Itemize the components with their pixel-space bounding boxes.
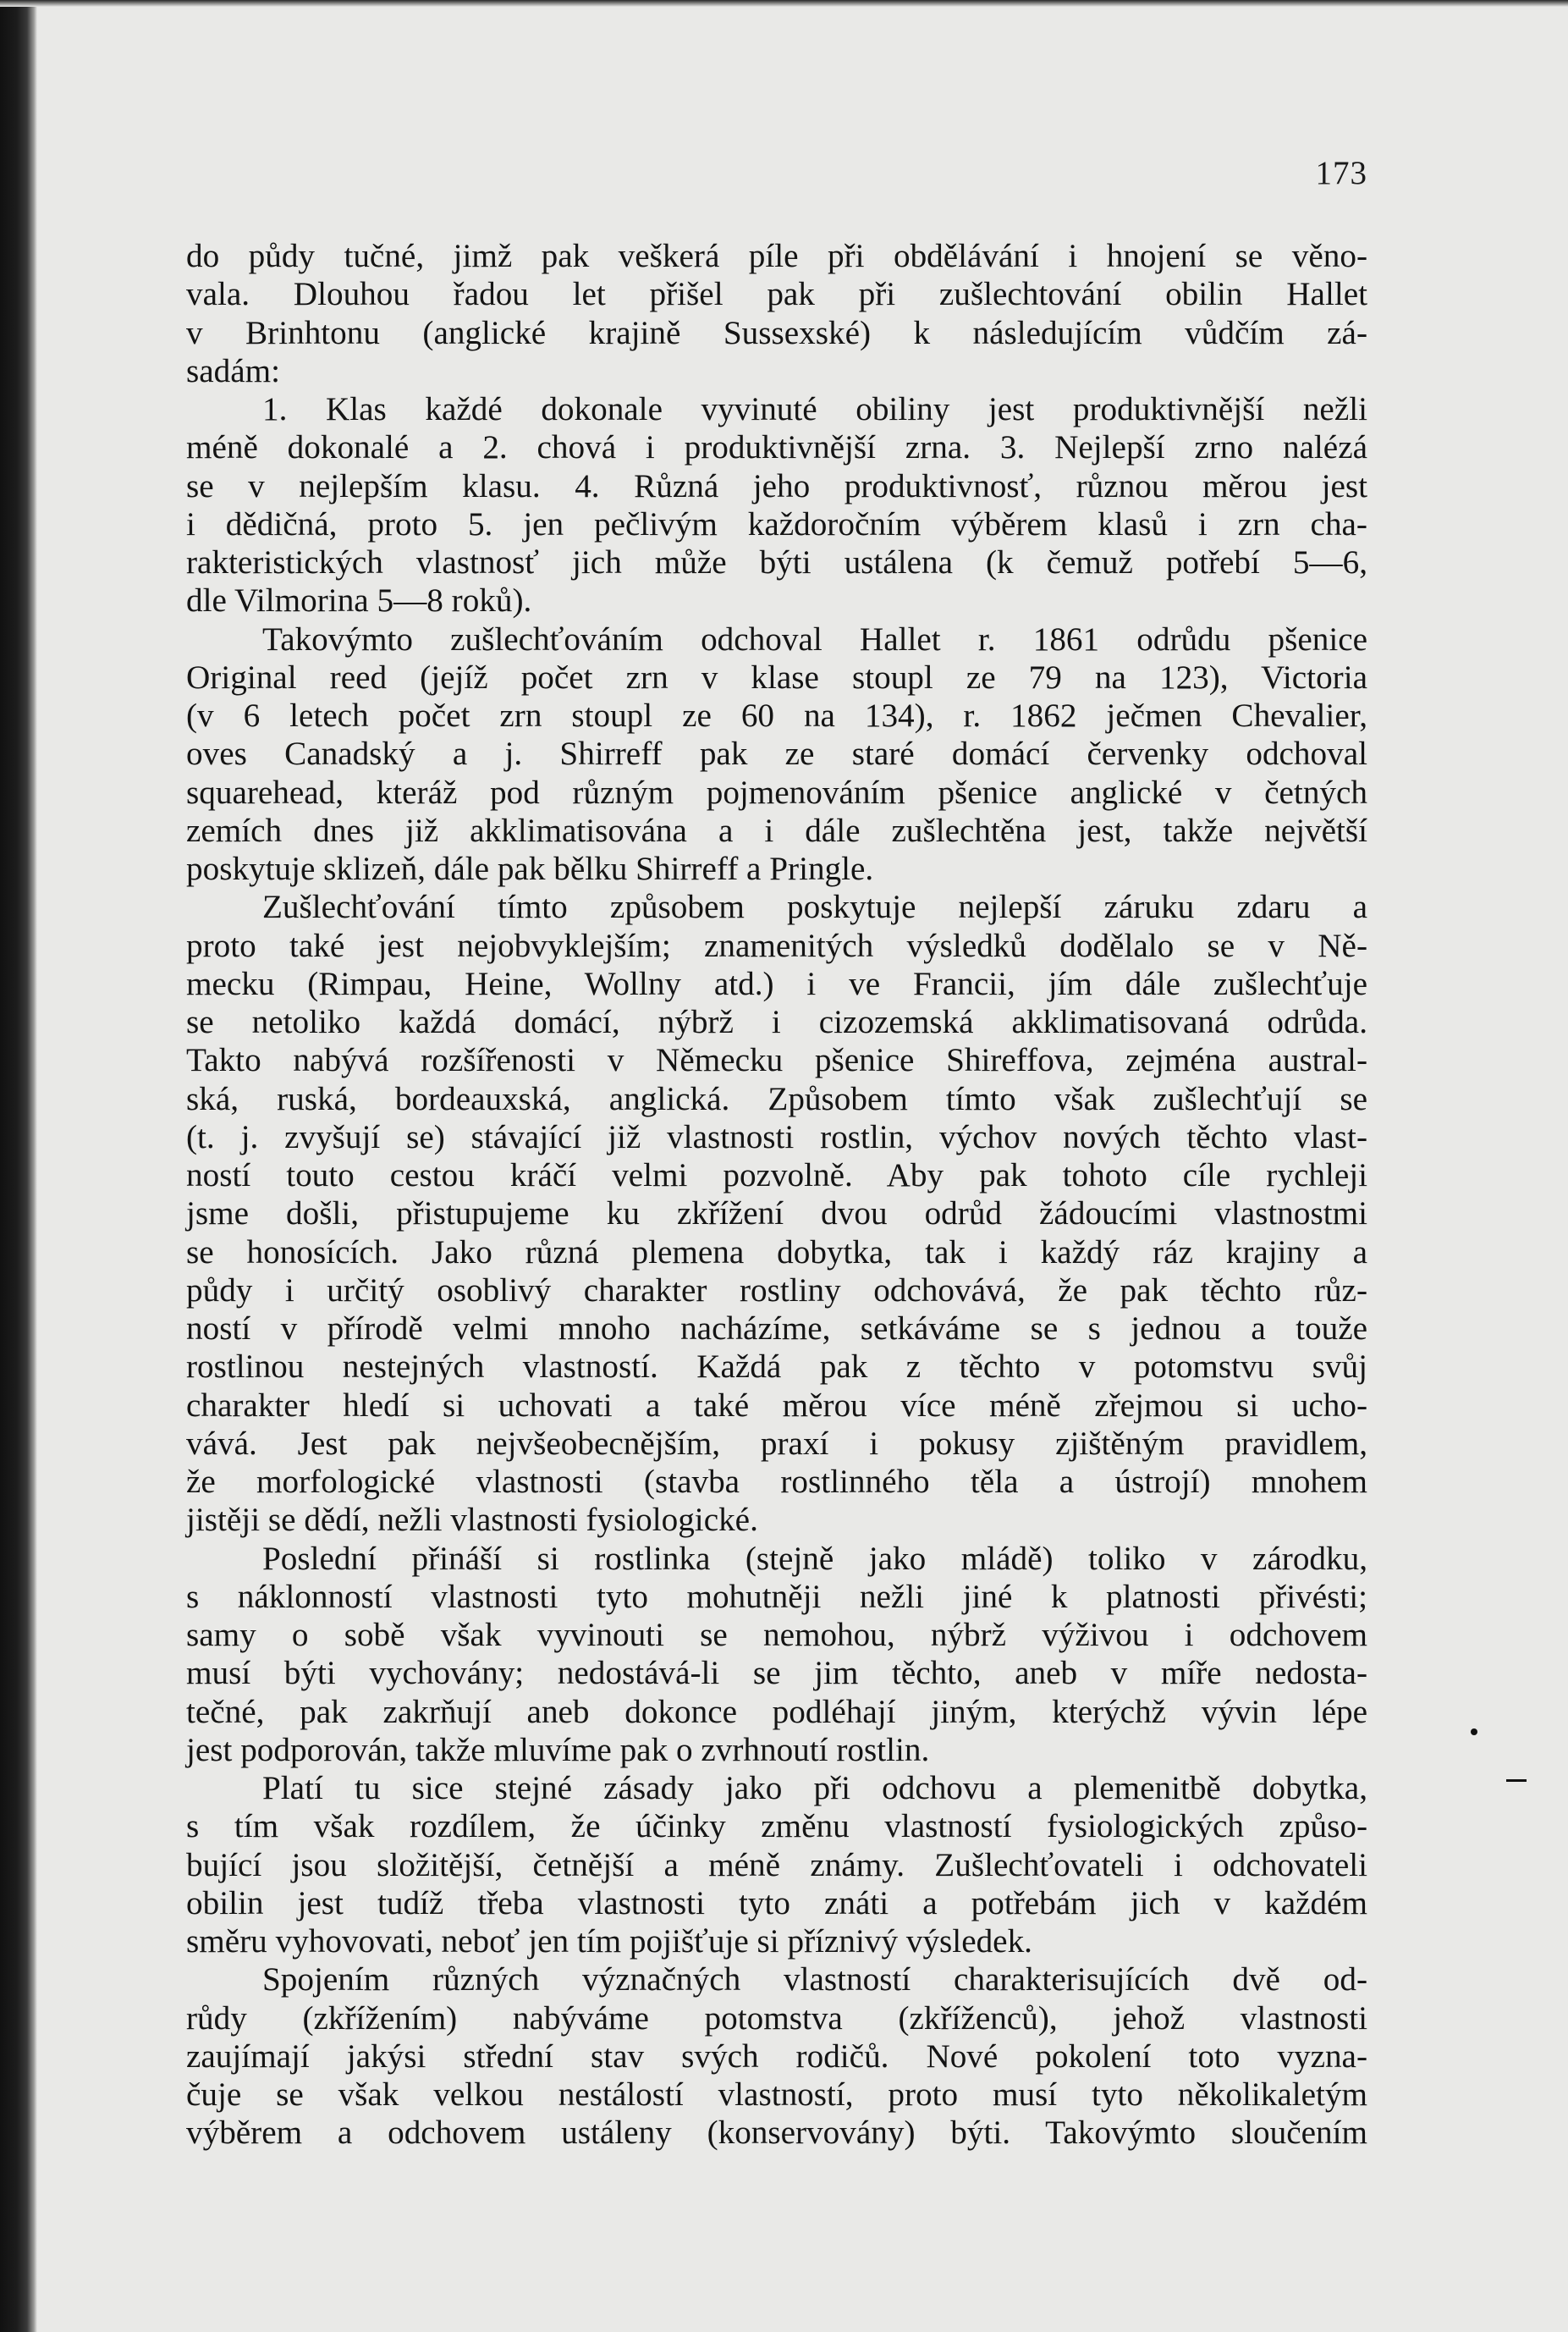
margin-dot-mark [1471,1728,1477,1735]
text-line: Takto nabývá rozšířenosti v Německu pšenice Shireffova, zejména austral- [186,1042,1367,1079]
text-line: Zušlechťování tímto způsobem poskytuje nejlepší záruku zdaru a [262,889,1367,926]
margin-dash-mark [1506,1779,1527,1782]
text-line: půdy i určitý osoblivý charakter rostliny odchovává, že pak těchto růz- [186,1271,1367,1309]
text-line: bující jsou složitější, četnější a méně známy. Zušlechťovateli i odchovateli [186,1846,1367,1883]
text-line: ností touto cestou kráčí velmi pozvolně. Aby pak tohoto cíle rychleji [186,1157,1367,1194]
text-line: jsme došli, přistupujeme ku zkřížení dvou odrůd žádoucími vlastnostmi [186,1195,1367,1232]
text-line: Original reed (jejíž počet zrn v klase stoupl ze 79 na 123), Victoria [186,659,1367,696]
text-line: charakter hledí si uchovati a také měrou více méně zřejmou si ucho- [186,1387,1367,1424]
text-line: mecku (Rimpau, Heine, Wollny atd.) i ve Francii, jím dále zušlechťuje [186,965,1367,1002]
text-line: proto také jest nejobvyklejším; znamenitých výsledků dodělalo se v Ně- [186,927,1367,964]
text-line: s náklonností vlastnosti tyto mohutněji nežli jiné k platnosti přivésti; [186,1578,1367,1615]
text-line: čuje se však velkou nestálostí vlastností, proto musí tyto několikaletým [186,2076,1367,2113]
text-line: rostlinou nestejných vlastností. Každá pak z těchto v potomstvu svůj [186,1348,1367,1386]
text-line: 1. Klas každé dokonale vyvinuté obiliny jest produktivnější nežli [262,391,1367,427]
text-line: vává. Jest pak nejvšeobecnějším, praxí i pokusy zjištěným pravidlem, [186,1425,1367,1462]
text-line: squarehead, kteráž pod různým pojmenováním pšenice anglické v četných [186,774,1367,811]
text-line: i dědičná, proto 5. jen pečlivým každoročním výběrem klasů i zrn cha- [186,505,1367,543]
text-line: (v 6 letech počet zrn stoupl ze 60 na 134), r. 1862 ječmen Chevalier, [186,697,1367,734]
text-line: Platí tu sice stejné zásady jako při odchovu a plemenitbě dobytka, [262,1770,1367,1806]
text-line: ností v přírodě velmi mnoho nacházíme, setkáváme se s jednou a touže [186,1310,1367,1347]
text-line: tečné, pak zakrňují aneb dokonce podléhají jiným, kterýchž vývin lépe [186,1693,1367,1730]
text-line: rakteristických vlastnosť jich může býti ustálena (k čemuž potřebí 5—6, [186,544,1367,581]
text-line: se honosících. Jako různá plemena dobytka, tak i každý ráz krajiny a [186,1233,1367,1271]
binding-edge [0,0,37,2332]
text-line: Spojením různých význačných vlastností charakterisujících dvě od- [262,1961,1367,1998]
top-edge [0,0,1568,7]
text-line: výběrem a odchovem ustáleny (konservovány) býti. Takovýmto sloučením [186,2114,1367,2152]
text-line: obilin jest tudíž třeba vlastnosti tyto znáti a potřebám jich v každém [186,1884,1367,1921]
text-line: oves Canadský a j. Shirreff pak ze staré domácí červenky odchoval [186,736,1367,773]
text-line: ská, ruská, bordeauxská, anglická. Způsobem tímto však zušlechťují se [186,1080,1367,1117]
text-line: zaujímají jakýsi střední stav svých rodičů. Nové pokolení toto vyzna- [186,2037,1367,2075]
text-line: směru vyhovovati, neboť jen tím pojišťuje si příznivý výsledek. [186,1923,1032,1960]
text-line: Poslední přináší si rostlinka (stejně jako mládě) toliko v zárodku, [262,1540,1367,1577]
text-line: vala. Dlouhou řadou let přišel pak při zušlechtování obilin Hallet [186,276,1367,313]
text-line: (t. j. zvyšují se) stávající již vlastnosti rostlin, výchov nových těchto vlast- [186,1118,1367,1155]
text-line: zemích dnes již akklimatisována a i dále zušlechtěna jest, takže největší [186,812,1367,849]
text-line: méně dokonalé a 2. chová i produktivnější zrna. 3. Nejlepší zrno nalézá [186,429,1367,466]
text-line: sadám: [186,352,280,389]
text-line: jistěji se dědí, nežli vlastnosti fysiologické. [186,1502,758,1539]
text-line: se netoliko každá domácí, nýbrž i cizozemská akklimatisovaná odrůda. [186,1004,1367,1040]
text-line: musí býti vychovány; nedostává-li se jim těchto, aneb v míře nedosta- [186,1655,1367,1692]
text-line: Takovýmto zušlechťováním odchoval Hallet r. 1861 odrůdu pšenice [262,620,1367,658]
body-text [186,237,1367,2153]
text-line: se v nejlepším klasu. 4. Různá jeho produktivnosť, různou měrou jest [186,467,1367,504]
page-number: 173 [1315,155,1367,191]
text-line: s tím však rozdílem, že účinky změnu vlastností fysiologických způso- [186,1808,1367,1845]
text-line: do půdy tučné, jimž pak veškerá píle při obdělávání i hnojení se věno- [186,238,1367,274]
text-line: růdy (zkřížením) nabýváme potomstva (zkříženců), jehož vlastnosti [186,1999,1367,2037]
text-line: poskytuje sklizeň, dále pak bělku Shirreff a Pringle. [186,851,874,887]
text-line: v Brinhtonu (anglické krajině Sussexské) k následujícím vůdčím zá- [186,314,1367,351]
text-line: samy o sobě však vyvinouti se nemohou, nýbrž výživou i odchovem [186,1617,1367,1653]
text-line: že morfologické vlastnosti (stavba rostlinného těla a ústrojí) mnohem [186,1464,1367,1500]
text-line: jest podporován, takže mluvíme pak o zvrhnoutí rostlin. [186,1731,930,1768]
text-line: dle Vilmorina 5—8 roků). [186,582,532,620]
